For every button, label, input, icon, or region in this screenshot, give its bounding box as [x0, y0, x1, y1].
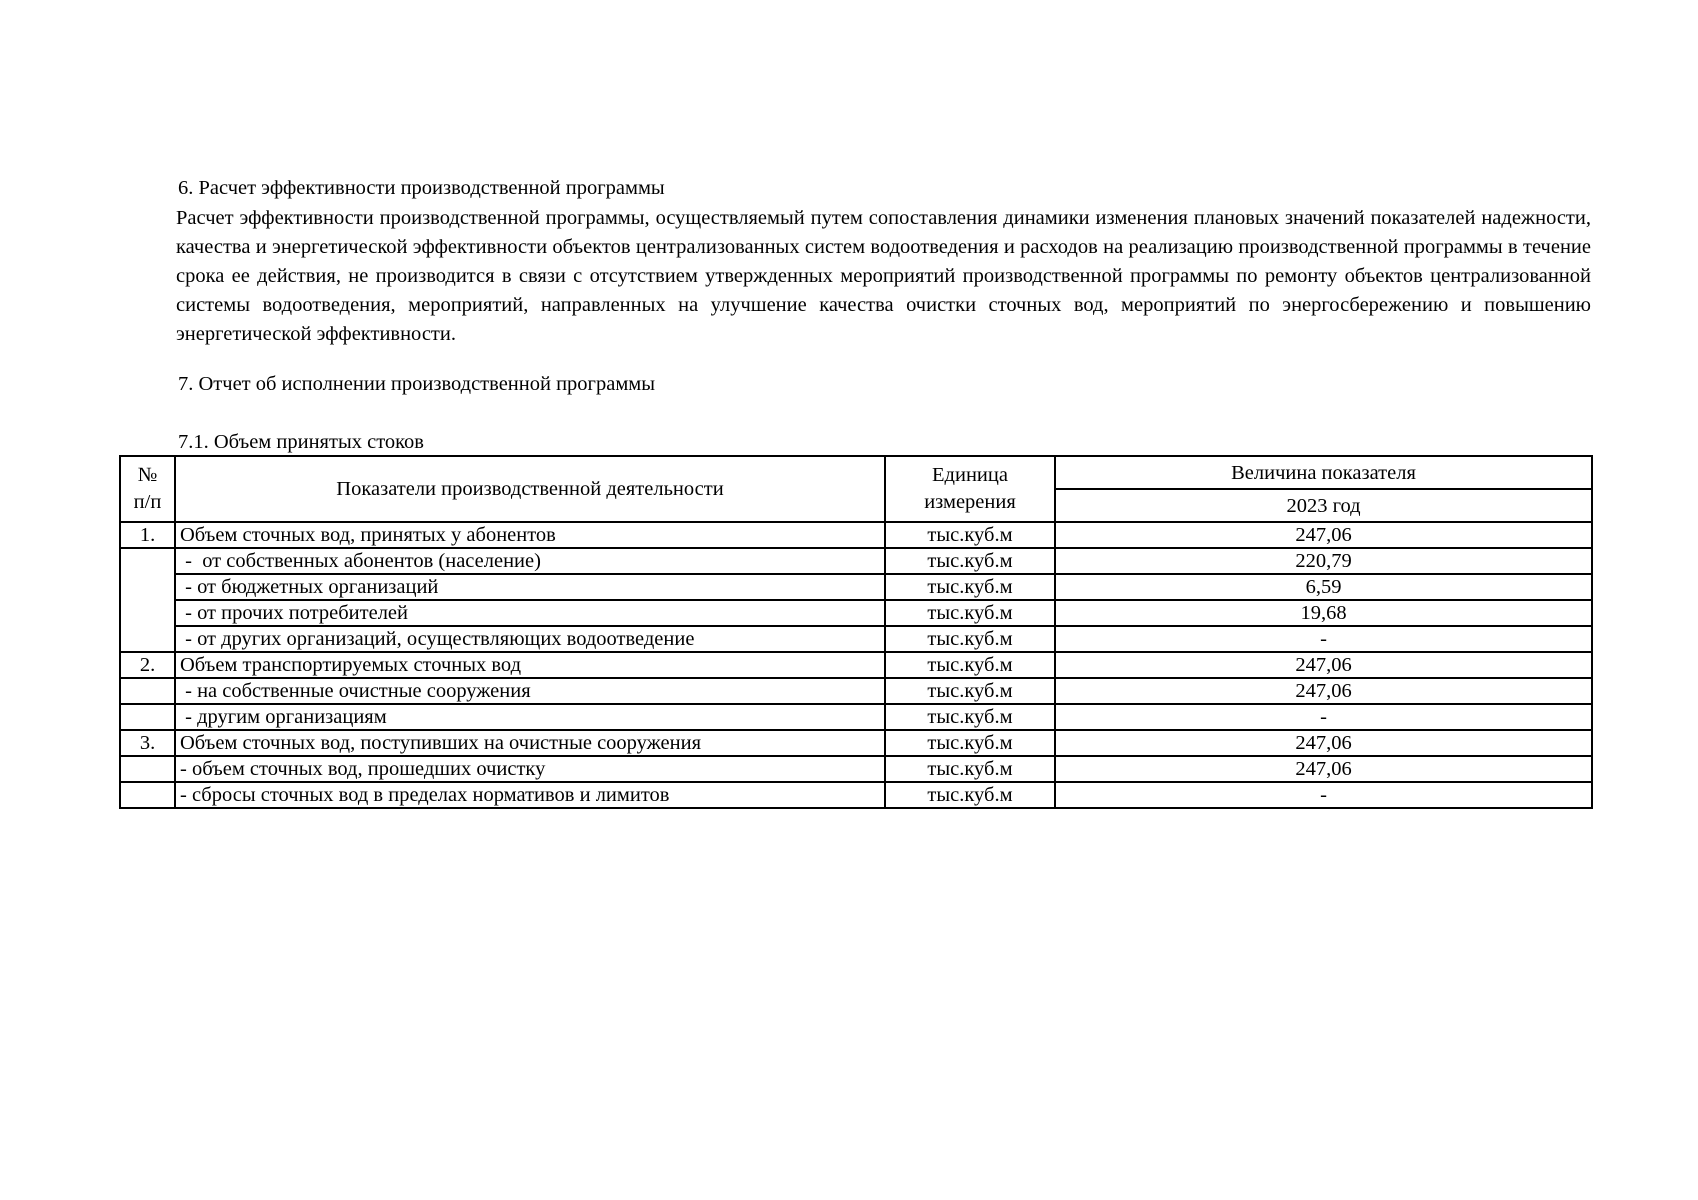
table-row	[120, 574, 1592, 600]
table-row	[120, 548, 1592, 574]
row-unit: тыс.куб.м	[885, 626, 1055, 652]
section-7-title: 7. Отчет об исполнении производственной программы	[178, 373, 656, 395]
section-7-1-subtitle: 7.1. Объем принятых стоков	[178, 431, 424, 453]
table-row	[120, 522, 1592, 548]
row-indicator: Объем сточных вод, поступивших на очистные сооружения	[175, 730, 885, 756]
row-num	[120, 756, 175, 782]
row-unit: тыс.куб.м	[885, 522, 1055, 548]
header-num-line2: п/п	[133, 491, 162, 513]
header-num-line1: №	[137, 464, 158, 486]
header-year: 2023 год	[1055, 489, 1592, 522]
row-num: 3.	[120, 730, 175, 756]
row-value: 247,06	[1055, 678, 1592, 704]
row-value: 19,68	[1055, 600, 1592, 626]
row-unit: тыс.куб.м	[885, 600, 1055, 626]
header-unit-line1: Единица	[932, 464, 1008, 486]
row-unit: тыс.куб.м	[885, 782, 1055, 808]
row-unit: тыс.куб.м	[885, 574, 1055, 600]
header-value-group: Величина показателя	[1055, 456, 1592, 489]
row-indicator: - на собственные очистные сооружения	[175, 678, 885, 704]
row-indicator: - другим организациям	[175, 704, 885, 730]
row-num	[120, 678, 175, 704]
table-row	[120, 600, 1592, 626]
wastewater-volume-table	[119, 455, 1593, 809]
table-header-row	[120, 456, 1592, 489]
row-unit: тыс.куб.м	[885, 678, 1055, 704]
row-indicator: - от бюджетных организаций	[175, 574, 885, 600]
table-row	[120, 756, 1592, 782]
row-value: 247,06	[1055, 522, 1592, 548]
row-unit: тыс.куб.м	[885, 756, 1055, 782]
row-value: 247,06	[1055, 730, 1592, 756]
table-row	[120, 626, 1592, 652]
row-value: 247,06	[1055, 652, 1592, 678]
row-value: -	[1055, 626, 1592, 652]
header-num	[120, 456, 175, 522]
row-indicator: - сбросы сточных вод в пределах нормативов и лимитов	[175, 782, 885, 808]
row-indicator: - от собственных абонентов (население)	[175, 548, 885, 574]
row-unit: тыс.куб.м	[885, 730, 1055, 756]
row-value: 6,59	[1055, 574, 1592, 600]
row-indicator: - от других организаций, осуществляющих водоотведение	[175, 626, 885, 652]
table-row	[120, 678, 1592, 704]
row-num: 1.	[120, 522, 175, 548]
table-row	[120, 704, 1592, 730]
header-unit-line2: измерения	[924, 491, 1016, 513]
row-indicator: Объем транспортируемых сточных вод	[175, 652, 885, 678]
row-value: -	[1055, 782, 1592, 808]
section-6-title: 6. Расчет эффективности производственной программы	[178, 177, 665, 199]
row-value: -	[1055, 704, 1592, 730]
table-row	[120, 652, 1592, 678]
row-value: 220,79	[1055, 548, 1592, 574]
row-indicator: Объем сточных вод, принятых у абонентов	[175, 522, 885, 548]
row-num	[120, 782, 175, 808]
table-row	[120, 782, 1592, 808]
row-indicator: - объем сточных вод, прошедших очистку	[175, 756, 885, 782]
header-indicator: Показатели производственной деятельности	[175, 456, 885, 522]
row-num	[120, 704, 175, 730]
row-num: 2.	[120, 652, 175, 678]
section-6-paragraph: Расчет эффективности производственной программы, осуществляемый путем сопоставления динамики изменения плановых значений показателей надежности, качества и энергетической эффективности объектов централизованных систем водоотведения и расходов на реализацию производственной программы в течение срока ее действия, не производится в связи с отсутствием утвержденных мероприятий производственной программы по ремонту объектов централизованной системы водоотведения, мероприятий, направленных на улучшение качества очистки сточных вод, мероприятий по энергосбережению и повышению энергетической эффективности.	[176, 207, 1591, 345]
row-value: 247,06	[1055, 756, 1592, 782]
header-unit	[885, 456, 1055, 522]
row-num-merged	[120, 548, 175, 652]
row-unit: тыс.куб.м	[885, 652, 1055, 678]
row-indicator: - от прочих потребителей	[175, 600, 885, 626]
row-unit: тыс.куб.м	[885, 548, 1055, 574]
table-row	[120, 730, 1592, 756]
row-unit: тыс.куб.м	[885, 704, 1055, 730]
